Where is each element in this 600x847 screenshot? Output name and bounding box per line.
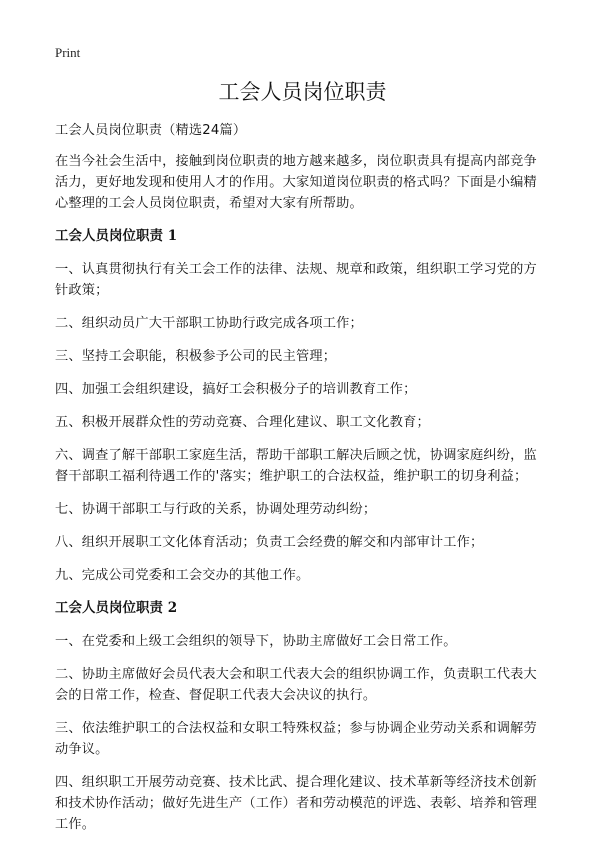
document-title: 工会人员岗位职责 bbox=[218, 80, 387, 104]
duty-item: 六、调查了解干部职工家庭生活，帮助干部职工解决后顾之忧，协调家庭纠纷，监督干部职工福利待遇工作的'落实；维护职工的合法权益，维护职工的切身利益； bbox=[55, 448, 537, 484]
duty-item: 一、在党委和上级工会组织的领导下，协助主席做好工会日常工作。 bbox=[55, 634, 457, 649]
section-heading: 工会人员岗位职责 2 bbox=[55, 600, 178, 616]
duty-item: 三、依法维护职工的合法权益和女职工特殊权益；参与协调企业劳动关系和调解劳动争议。 bbox=[55, 721, 537, 757]
section-1 bbox=[55, 226, 550, 586]
duty-item: 七、协调干部职工与行政的关系，协调处理劳动纠纷； bbox=[55, 502, 377, 517]
duty-item: 二、组织动员广大干部职工协助行政完成各项工作； bbox=[55, 316, 363, 331]
duty-item: 五、积极开展群众性的劳动竞赛、合理化建议、职工文化教育； bbox=[55, 415, 430, 430]
duty-item: 八、组织开展职工文化体育活动；负责工会经费的解交和内部审计工作； bbox=[55, 535, 484, 550]
duty-item: 四、组织职工开展劳动竞赛、技术比武、提合理化建议、技术革新等经济技术创新和技术协作活动；做好先进生产（工作）者和劳动模范的评选、表彰、培养和管理工作。 bbox=[55, 775, 537, 832]
document-subtitle: 工会人员岗位职责（精选24篇） bbox=[55, 123, 247, 138]
duty-item: 二、协助主席做好会员代表大会和职工代表大会的组织协调工作，负责职工代表大会的日常工作，检查、督促职工代表大会决议的执行。 bbox=[55, 667, 537, 703]
print-link[interactable]: Print bbox=[55, 45, 81, 60]
duty-item: 三、坚持工会职能，积极参予公司的民主管理； bbox=[55, 349, 337, 364]
duty-item: 一、认真贯彻执行有关工会工作的法律、法规、规章和政策，组织职工学习党的方针政策； bbox=[55, 262, 537, 298]
document-body bbox=[55, 120, 550, 847]
intro-paragraph: 在当今社会生活中，接触到岗位职责的地方越来越多，岗位职责具有提高内部竞争活力，更好地发现和使用人才的作用。大家知道岗位职责的格式吗？下面是小编精心整理的工会人员岗位职责，希望对大家有所帮助。 bbox=[55, 154, 537, 211]
duty-item: 九、完成公司党委和工会交办的其他工作。 bbox=[55, 568, 310, 583]
duty-item: 四、加强工会组织建设，搞好工会积极分子的培训教育工作； bbox=[55, 382, 417, 397]
section-heading: 工会人员岗位职责 1 bbox=[55, 228, 178, 244]
section-2 bbox=[55, 598, 550, 835]
